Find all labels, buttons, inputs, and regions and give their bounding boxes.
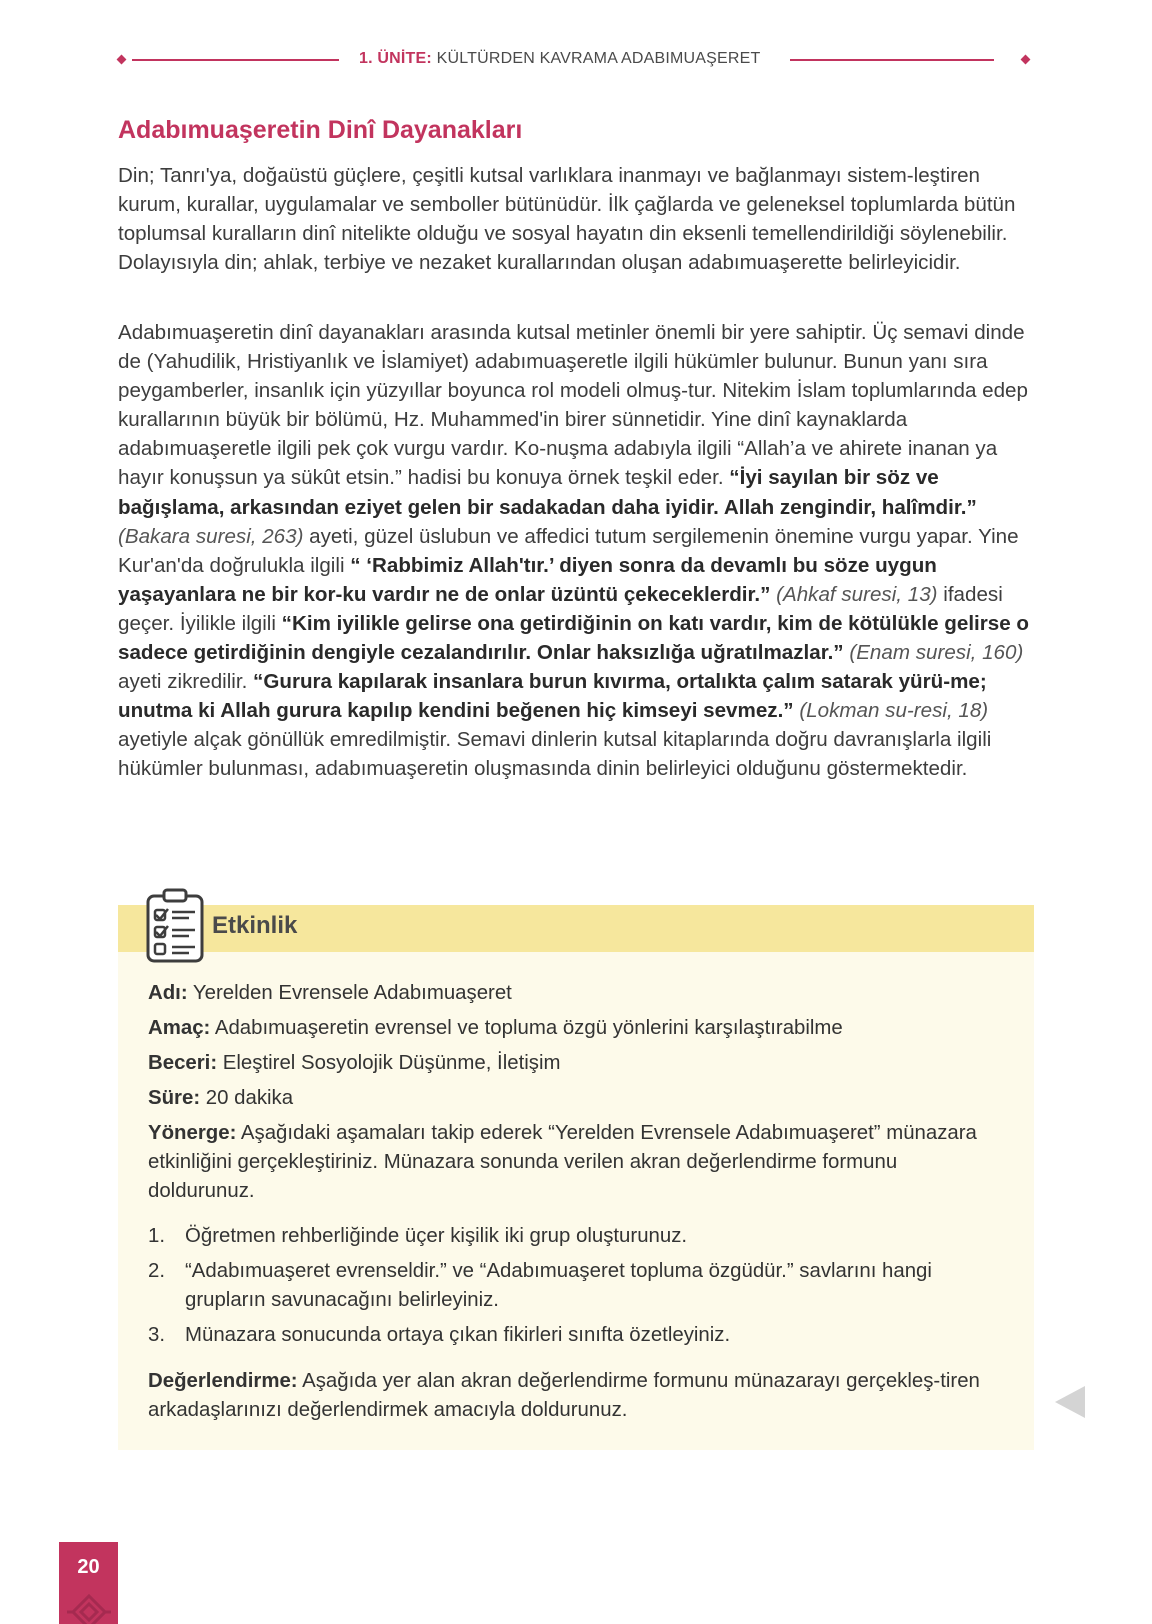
activity-aim-row — [148, 1014, 988, 1043]
header-text — [359, 50, 760, 68]
step-text: “Adabımuaşeret evrenseldir.” ve “Adabımuaşeret topluma özgüdür.” savlarını hangi grupların savunacağını belirleyiniz. — [185, 1260, 932, 1311]
previous-page-arrow-icon[interactable] — [1055, 1386, 1085, 1418]
activity-duration-label: Süre: — [148, 1087, 201, 1109]
activity-aim-value: Adabımuaşeretin evrensel ve topluma özgü yönlerini karşılaştırabilme — [210, 1017, 843, 1039]
paragraph-1: Din; Tanrı'ya, doğaüstü güçlere, çeşitli kutsal varlıklara inanmayı ve bağlanmayı sistem-leştiren kurum, kurallar, uygulamalar ve semboller bütünüdür. İlk çağlarda ve geleneksel toplumlarda bütün toplumsal kuralların dinî nitelikte olduğu ve sosyal hayatın din eksenli temellendirildiği söylenebilir. Dolayısıyla din; ahlak, terbiye ve nezaket kurallarından oluşan adabımuaşerette belirleyicidir. — [118, 164, 1016, 275]
activity-title: Etkinlik — [212, 912, 298, 939]
quote-ahkaf: “ ‘Rabbimiz Allah'tır.’ diyen sonra da devamlı bu söze uygun yaşayanlara ne bir kor-ku vardır ne de onlar üzüntü çekeceklerdir.” — [118, 553, 937, 606]
list-item — [148, 1257, 948, 1315]
activity-duration-value: 20 dakika — [200, 1087, 294, 1109]
step-text: Öğretmen rehberliğinde üçer kişilik iki grup oluşturunuz. — [185, 1225, 688, 1247]
section-title: Adabımuaşeretin Dinî Dayanakları — [118, 116, 523, 144]
clipboard-checklist-icon — [145, 888, 205, 964]
header-right-diamond — [1021, 55, 1031, 65]
activity-name-value: Yerelden Evrensele Adabımuaşeret — [187, 982, 512, 1004]
running-header — [118, 48, 1034, 72]
list-item — [148, 1321, 948, 1350]
step-number: 1. — [148, 1225, 166, 1247]
citation-lokman: (Lokman su-resi, 18) — [793, 699, 989, 723]
p2-text-2: ayeti, güzel üslubun ve affedici tutum sergilemenin önemine vurgu yapar. Yine Kur'an'da doğrulukla ilgili — [118, 524, 1019, 577]
activity-name-row — [148, 979, 988, 1008]
header-left-rule — [132, 59, 339, 61]
citation-bakara: (Bakara suresi, 263) — [118, 524, 304, 548]
ornament-motif-icon — [65, 1594, 113, 1624]
paragraph-2 — [118, 318, 1036, 784]
activity-aim-label: Amaç: — [148, 1017, 211, 1039]
step-number: 3. — [148, 1324, 166, 1346]
citation-enam: (Enam suresi, 160) — [843, 641, 1024, 665]
activity-evaluation-label: Değerlendirme: — [148, 1370, 298, 1392]
p2-text-3: ifadesi geçer. İyilikle ilgili — [118, 582, 1003, 635]
step-text: Münazara sonucunda ortaya çıkan fikirleri sınıfta özetleyiniz. — [185, 1324, 731, 1346]
quote-enam: “Kim iyilikle gelirse ona getirdiğinin on katı vardır, kim de kötülükle gelirse o sadece getirdiğinin dengiyle cezalandırılır. Onlar haksızlığa uğratılmazlar.” — [118, 611, 1029, 665]
activity-skill-row — [148, 1049, 988, 1078]
list-item — [148, 1222, 948, 1251]
activity-instruction-row — [148, 1119, 988, 1206]
activity-skill-label: Beceri: — [148, 1052, 218, 1074]
activity-skill-value: Eleştirel Sosyolojik Düşünme, İletişim — [217, 1052, 561, 1074]
activity-name-label: Adı: — [148, 982, 188, 1004]
unit-title: KÜLTÜRDEN KAVRAMA ADABIMUAŞERET — [431, 50, 761, 67]
activity-duration-row — [148, 1084, 988, 1113]
quote-lokman: “Gurura kapılarak insanlara burun kıvırma, ortalıkta çalım satarak yürü-me; unutma ki Allah gurura kapılıp kendini beğenen hiç kimseyi sevmez.” — [118, 670, 987, 723]
citation-ahkaf: (Ahkaf suresi, 13) — [770, 582, 938, 606]
unit-label: 1. ÜNİTE: — [359, 50, 432, 67]
p2-text-4: ayeti zikredilir. — [118, 670, 254, 694]
p2-text-5: ayetiyle alçak gönüllük emredilmiştir. Semavi dinlerin kutsal kitaplarında doğru davranışlarla ilgili hükümler bulunması, adabımuaşeretin oluşmasında dinin belirleyici olduğunu göstermektedir. — [118, 728, 992, 781]
activity-instruction-value: Aşağıdaki aşamaları takip ederek “Yerelden Evrensele Adabımuaşeret” münazara etkinliğini gerçekleştiriniz. Münazara sonunda verilen akran değerlendirme formunu doldurunuz. — [148, 1122, 977, 1202]
activity-instruction-label: Yönerge: — [148, 1122, 237, 1144]
step-number: 2. — [148, 1260, 166, 1282]
page-number: 20 — [77, 1556, 100, 1578]
header-right-rule — [790, 59, 994, 61]
p2-text-1: Adabımuaşeretin dinî dayanakları arasında kutsal metinler önemli bir yere sahiptir. Üç semavi dinde de (Yahudilik, Hristiyanlık ve İslamiyet) adabımuaşeretle ilgili hükümler bulunur. Bunun yanı sıra peygamberler, insanlık için yüzyıllar boyunca rol modeli olmuş-tur. Nitekim İslam toplumlarında edep kurallarının büyük bir bölümü, Hz. Muhammed'in birer sünnetidir. Yine dinî kaynaklarda adabımuaşeretle ilgili pek çok vurgu vardır. Ko-nuşma adabıyla ilgili “Allah’a ve ahirete inanan ya hayır konuşsun ya sükût etsin.” hadisi bu konuya örnek teşkil eder. — [118, 321, 1028, 490]
page-number-tab — [59, 1542, 118, 1624]
activity-steps-list — [148, 1222, 948, 1356]
activity-evaluation-value: Aşağıda yer alan akran değerlendirme formunu münazarayı gerçekleş-tiren arkadaşlarınızı değerlendirmek amacıyla doldurunuz. — [148, 1370, 980, 1421]
quote-bakara: “İyi sayılan bir söz ve bağışlama, arkasından eziyet gelen bir sadakadan daha iyidir. Allah zengindir, halîmdir.” — [118, 466, 977, 519]
activity-evaluation-row — [148, 1367, 988, 1425]
header-left-diamond — [117, 55, 127, 65]
